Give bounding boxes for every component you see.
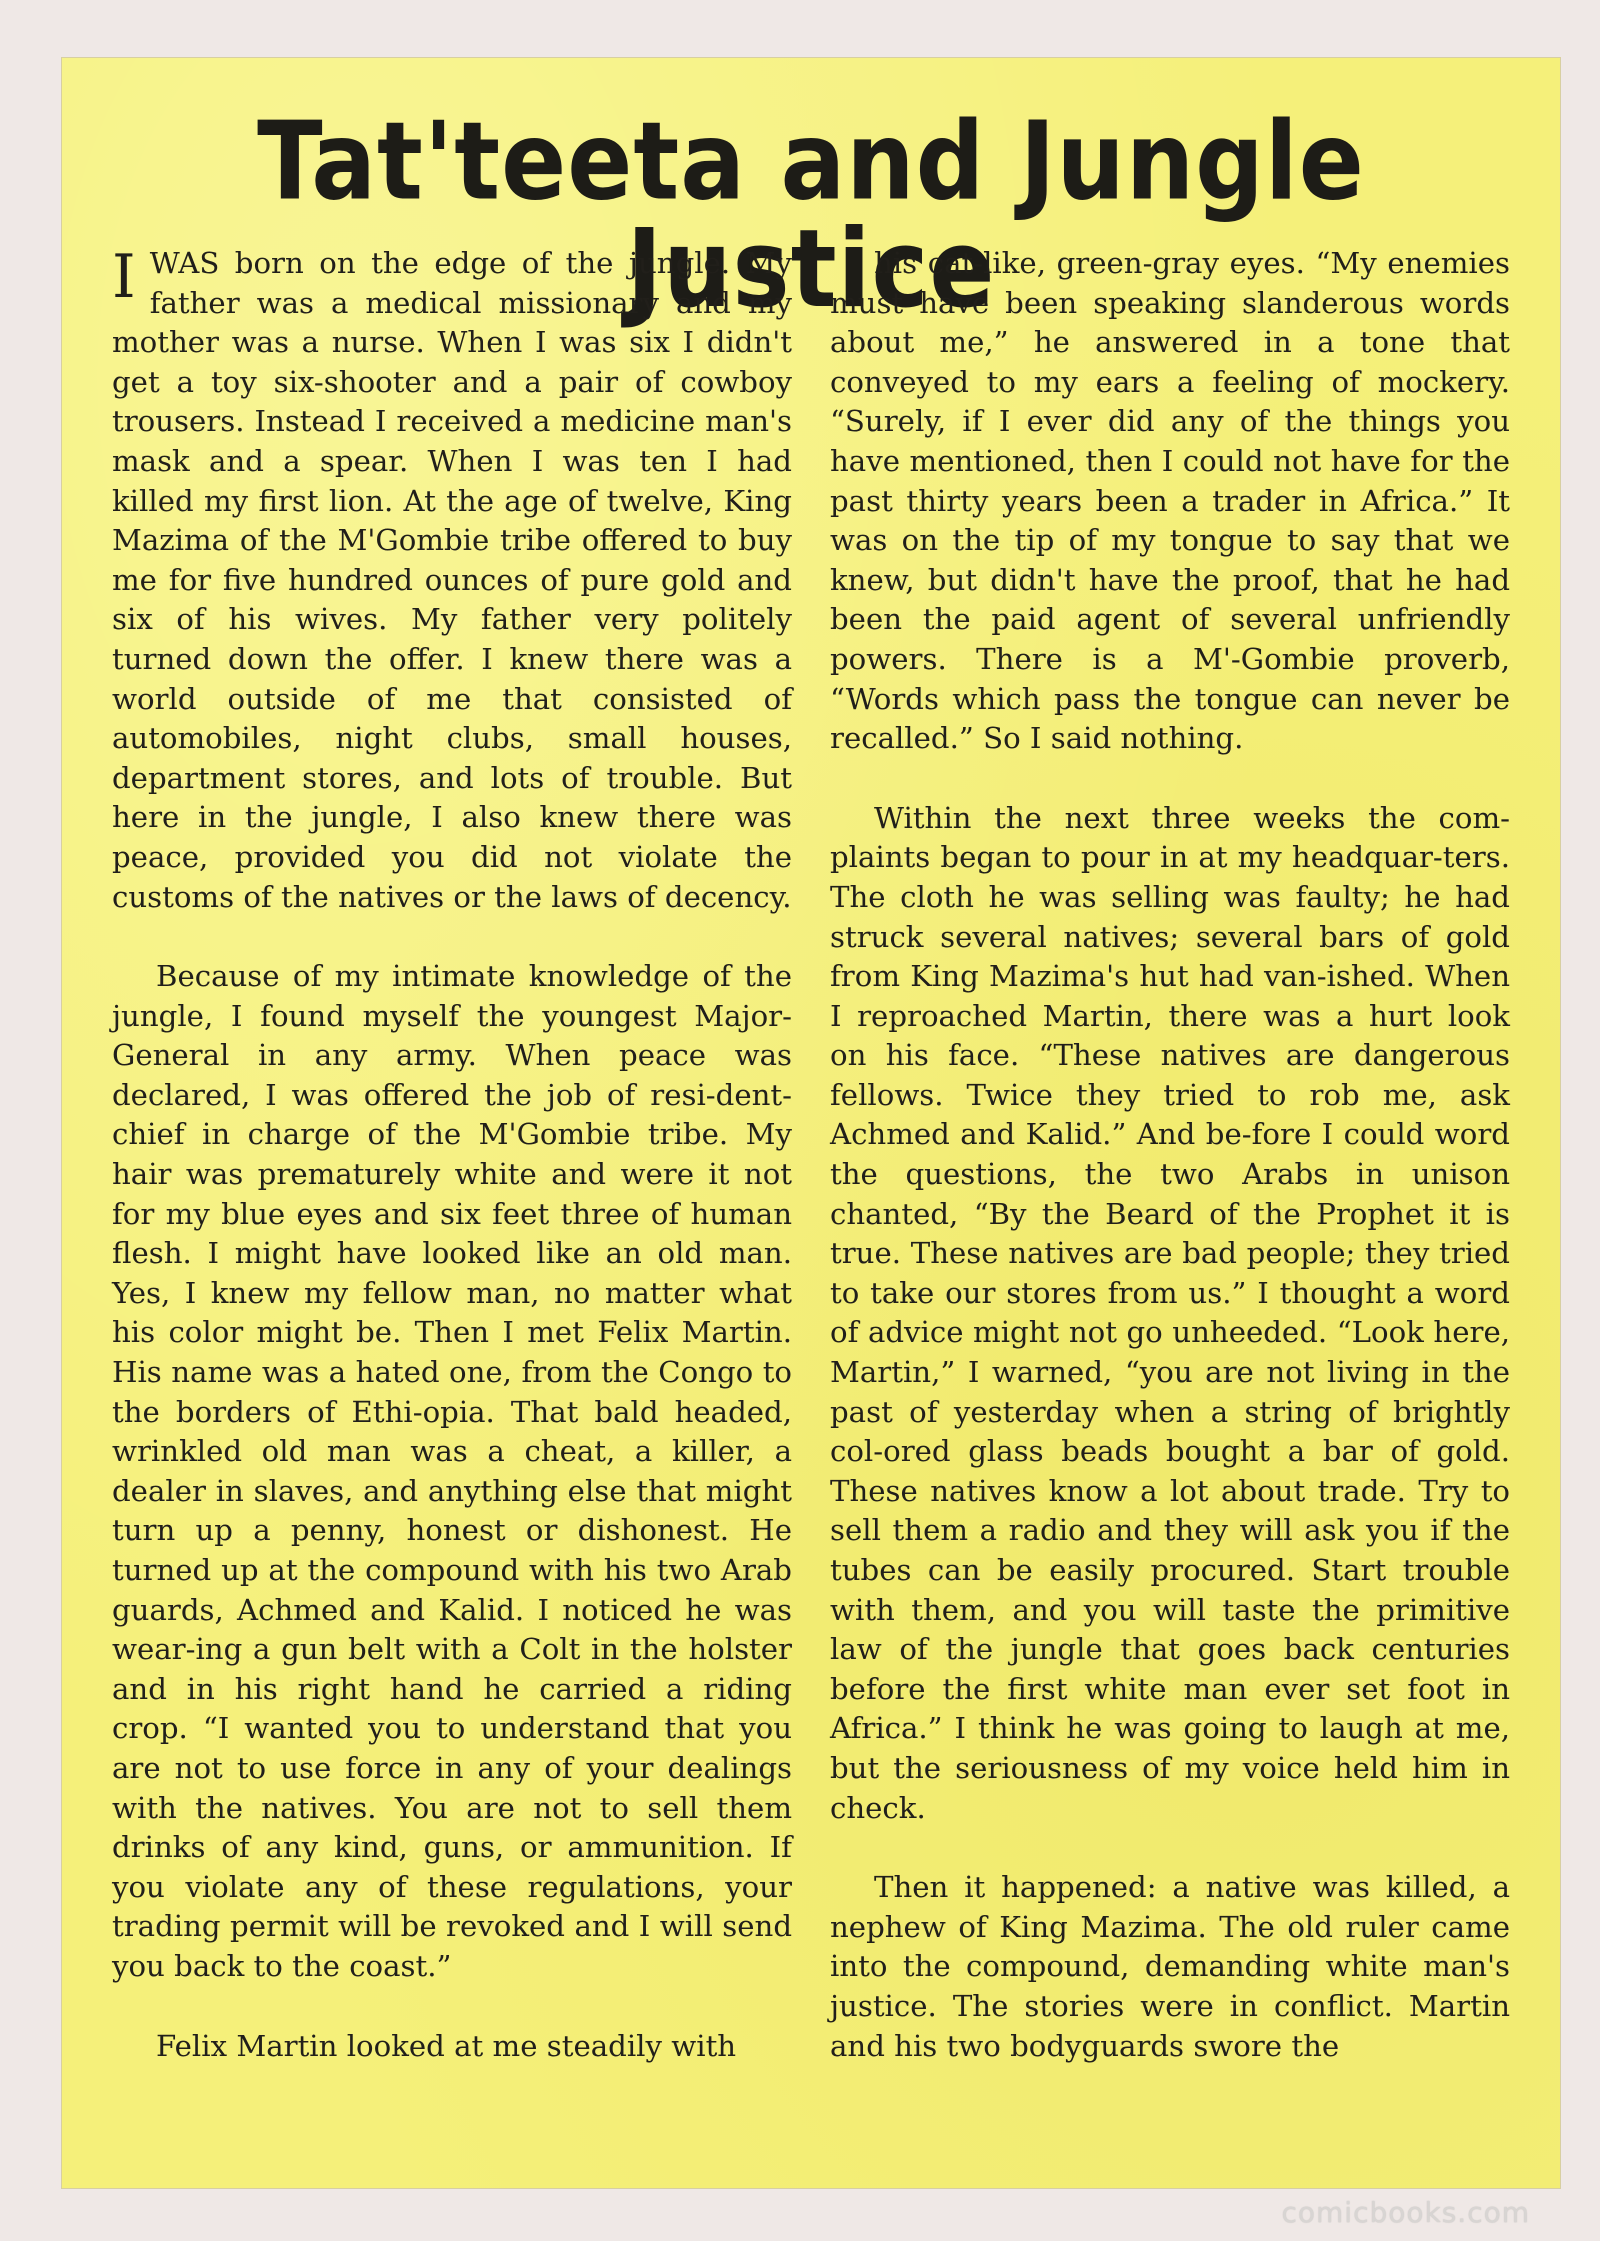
article-panel <box>62 58 1560 2188</box>
article-title: Tat'teeta and Jungle Justice <box>257 99 1365 332</box>
paragraph-2: Because of my intimate knowledge of the jungle, I found myself the youngest Major-General in any army. When peace was declared, I was offered the job of resi-dent-chief in charge of the M'Gombie tribe. My hair was prematurely white and were it not for my blue eyes and six feet three of human flesh. I might have looked like an old man. Yes, I knew my fellow man, no matter what his color might be. Then I met Felix Martin. His name was a hated one, from the Congo to the borders of Ethi-opia. That bald headed, wrinkled old man was a cheat, a killer, a dealer in slaves, and anything else that might turn up a penny, honest or dishonest. He turned up at the compound with his two Arab guards, Achmed and Kalid. I noticed he was wear-ing a gun belt with a Colt in the holster and in his right hand he carried a riding crop. “I wanted you to understand that you are not to use force in any of your dealings with the natives. You are not to sell them drinks of any kind, guns, or ammunition. If you violate any of these regulations, your trading permit will be revoked and I will send you back to the coast.” <box>112 959 792 1983</box>
right-column <box>830 244 1510 2106</box>
paragraph-6: Then it happened: a native was killed, a nephew of King Mazima. The old ruler came into the compound, demanding white man's justice. The stories were in conflict. Martin and his two bodyguards swore the <box>830 1870 1510 2063</box>
paragraph-5: Within the next three weeks the com-plaints began to pour in at my headquar-ters. The cloth he was selling was faulty; he had struck several natives; several bars of gold from King Mazima's hut had van-ished. When I reproached Martin, there was a hurt look on his face. “These natives are dangerous fellows. Twice they tried to rob me, ask Achmed and Kalid.” And be-fore I could word the questions, the two Arabs in unison chanted, “By the Beard of the Prophet it is true. These natives are bad people; they tried to take our stores from us.” I thought a word of advice might not go unheeded. “Look here, Martin,” I warned, “you are not living in the past of yesterday when a string of brightly col-ored glass beads bought a bar of gold. These natives know a lot about trade. Try to sell them a radio and they will ask you if the tubes can be easily procured. Start trouble with them, and you will taste the primitive law of the jungle that goes back centuries before the first white man ever set foot in Africa.” I think he was going to laugh at me, but the seriousness of my voice held him in check. <box>830 800 1510 1825</box>
paragraph-1 <box>112 244 792 917</box>
drop-cap: I <box>112 242 136 312</box>
paragraph-4: his cat-like, green-gray eyes. “My enemies must have been speaking slanderous words about me,” he answered in a tone that conveyed to my ears a feeling of mockery. “Surely, if I ever did any of the things you have mentioned, then I could not have for the past thirty years been a trader in Africa.” It was on the tip of my tongue to say that we knew, but didn't have the proof, that he had been the paid agent of several unfriendly powers. There is a M'-Gombie proverb, “Words which pass the tongue can never be recalled.” So I said nothing. <box>830 246 1510 756</box>
left-column <box>112 244 792 2106</box>
paragraph-1-text: WAS born on the edge of the jungle. My father was a medical missionary and my mother was a nurse. When I was six I didn't get a toy six-shooter and a pair of cowboy trousers. Instead I received a medicine man's mask and a spear. When I was ten I had killed my first lion. At the age of twelve, King Mazima of the M'Gombie tribe offered to buy me for five hundred ounces of pure gold and six of his wives. My father very politely turned down the offer. I knew there was a world outside of me that consisted of automobiles, night clubs, small houses, department stores, and lots of trouble. But here in the jungle, I also knew there was peace, provided you did not violate the customs of the natives or the laws of decency. <box>112 246 792 914</box>
paragraph-3: Felix Martin looked at me steadily with <box>156 2028 737 2063</box>
site-watermark: comicbooks.com <box>1281 2196 1530 2229</box>
